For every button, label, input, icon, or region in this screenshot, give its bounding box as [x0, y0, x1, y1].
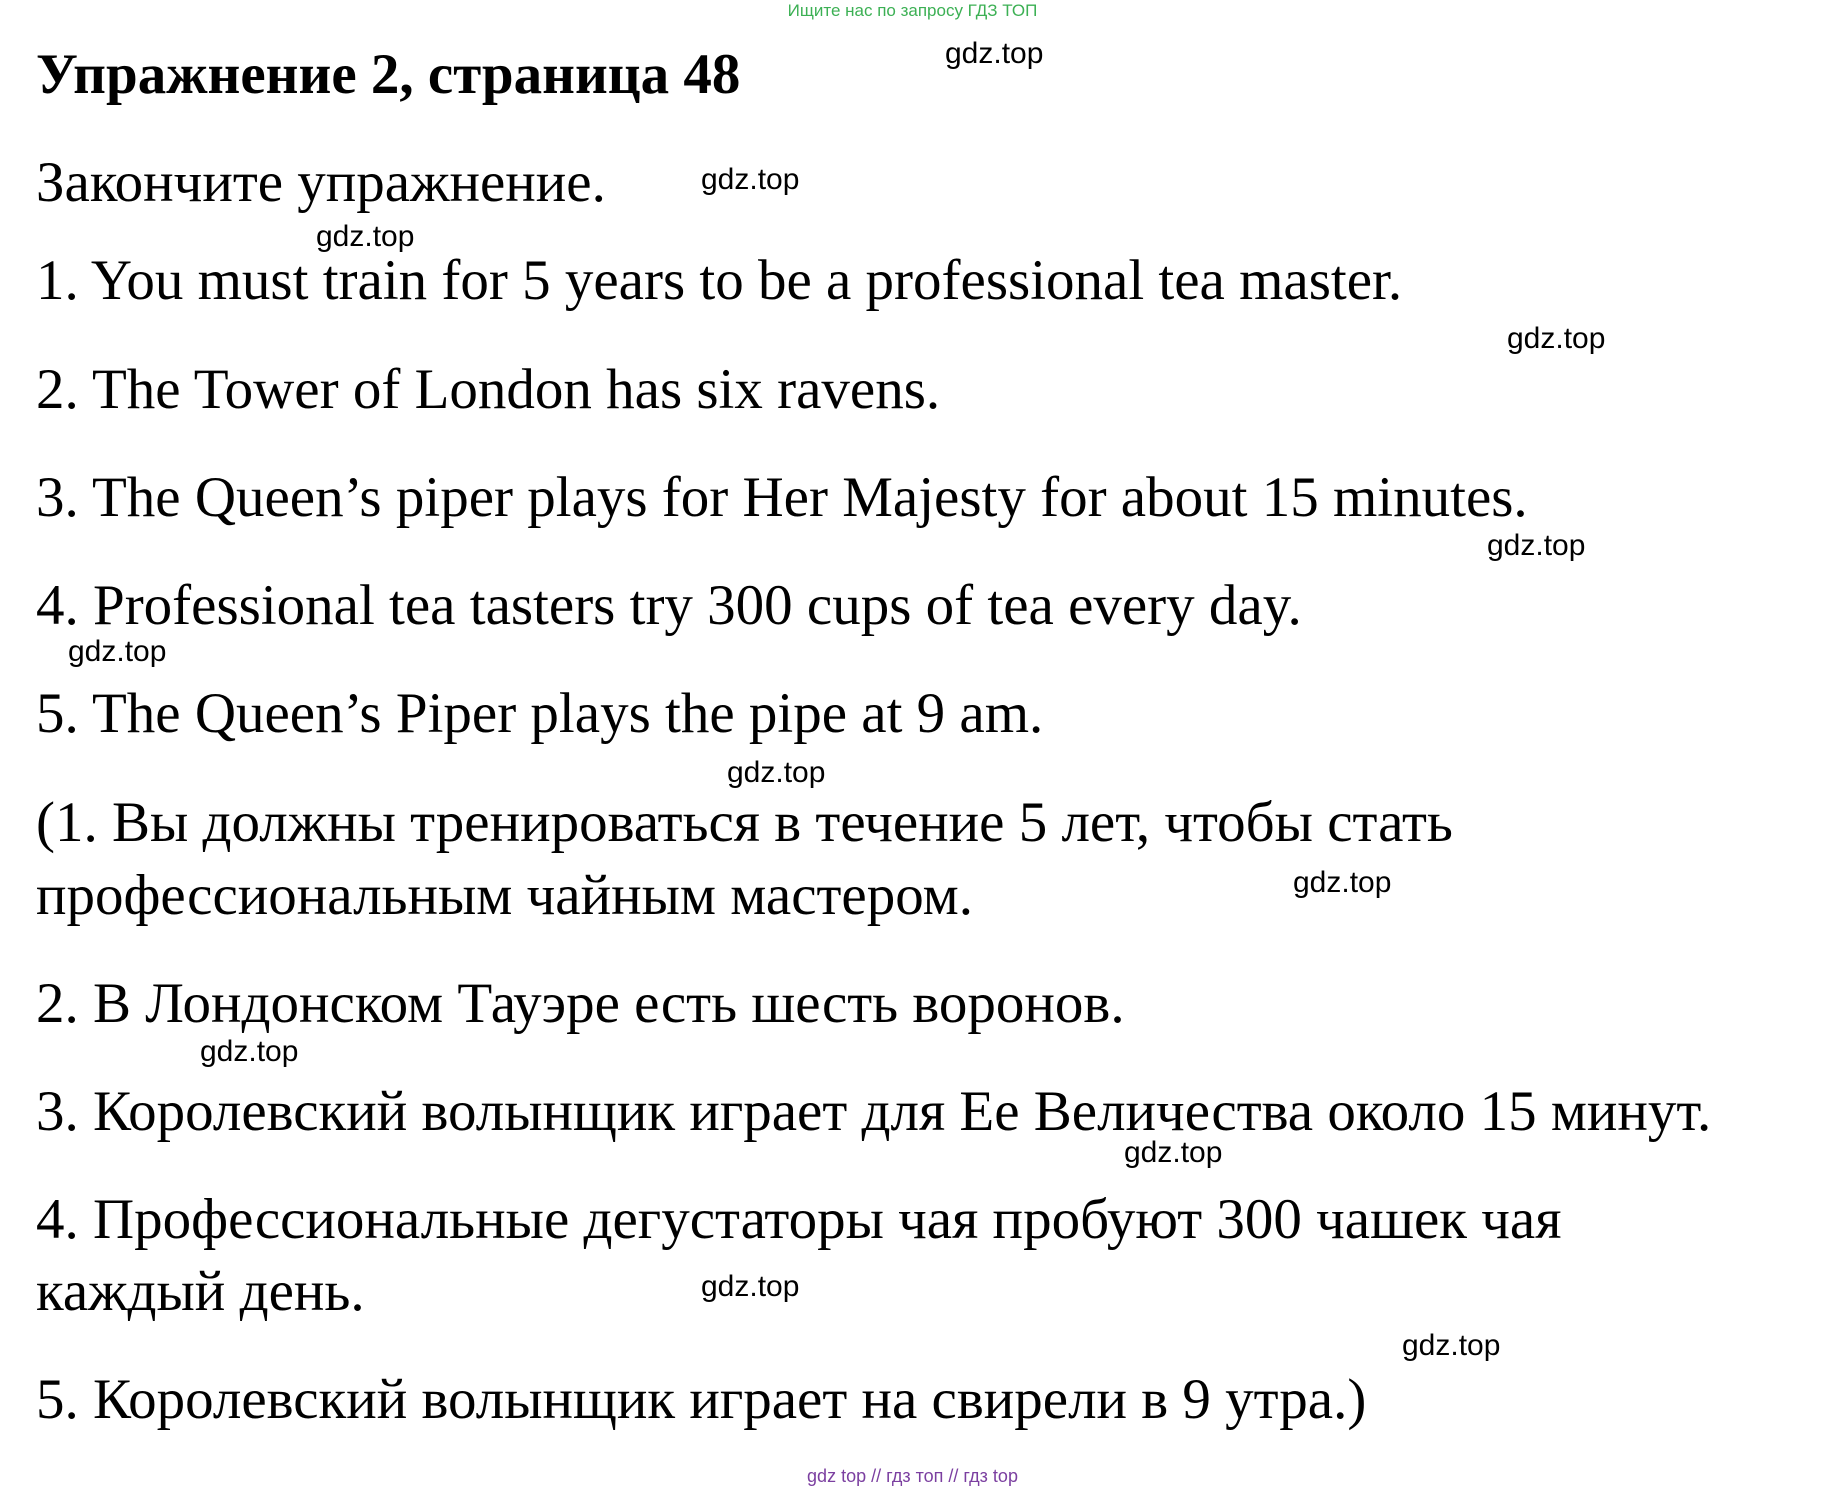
watermark: gdz.top [727, 756, 826, 789]
page-title: Упражнение 2, страница 48 [36, 43, 741, 106]
watermark: gdz.top [1487, 529, 1586, 562]
answer-ru-3: 3. Королевский волынщик играет для Ее Величества около 15 минут. [36, 1080, 1712, 1143]
answer-ru-2: 2. В Лондонском Тауэре есть шесть воронов. [36, 972, 1125, 1035]
watermark: gdz.top [701, 163, 800, 196]
watermark: gdz.top [1124, 1136, 1223, 1169]
top-banner: Ищите нас по запросу ГДЗ ТОП [787, 1, 1038, 20]
answer-en-1: 1. You must train for 5 years to be a professional tea master. [36, 249, 1403, 312]
watermark: gdz.top [200, 1035, 299, 1068]
answer-en-2: 2. The Tower of London has six ravens. [36, 358, 941, 421]
watermark: gdz.top [701, 1270, 800, 1303]
watermark: gdz.top [1293, 866, 1392, 899]
answer-ru-1-line-1: (1. Вы должны тренироваться в течение 5 лет, чтобы стать [36, 791, 1453, 854]
instruction-text: Закончите упражнение. [36, 151, 606, 214]
answer-en-3: 3. The Queen’s piper plays for Her Majesty for about 15 minutes. [36, 466, 1528, 529]
watermark: gdz.top [945, 37, 1044, 70]
watermark: gdz.top [1507, 322, 1606, 355]
answer-ru-5: 5. Королевский волынщик играет на свирели в 9 утра.) [36, 1368, 1367, 1431]
answer-ru-4-line-2: каждый день. [36, 1260, 365, 1323]
footer-links: gdz top // гдз топ // гдз top [807, 1466, 1018, 1486]
watermark: gdz.top [1402, 1329, 1501, 1362]
answer-ru-4-line-1: 4. Профессиональные дегустаторы чая пробуют 300 чашек чая [36, 1188, 1562, 1251]
answer-en-5: 5. The Queen’s Piper plays the pipe at 9 am. [36, 682, 1044, 745]
answer-en-4: 4. Professional tea tasters try 300 cups of tea every day. [36, 574, 1302, 637]
watermark: gdz.top [68, 635, 167, 668]
watermark: gdz.top [316, 220, 415, 253]
answer-ru-1-line-2: профессиональным чайным мастером. [36, 864, 973, 927]
